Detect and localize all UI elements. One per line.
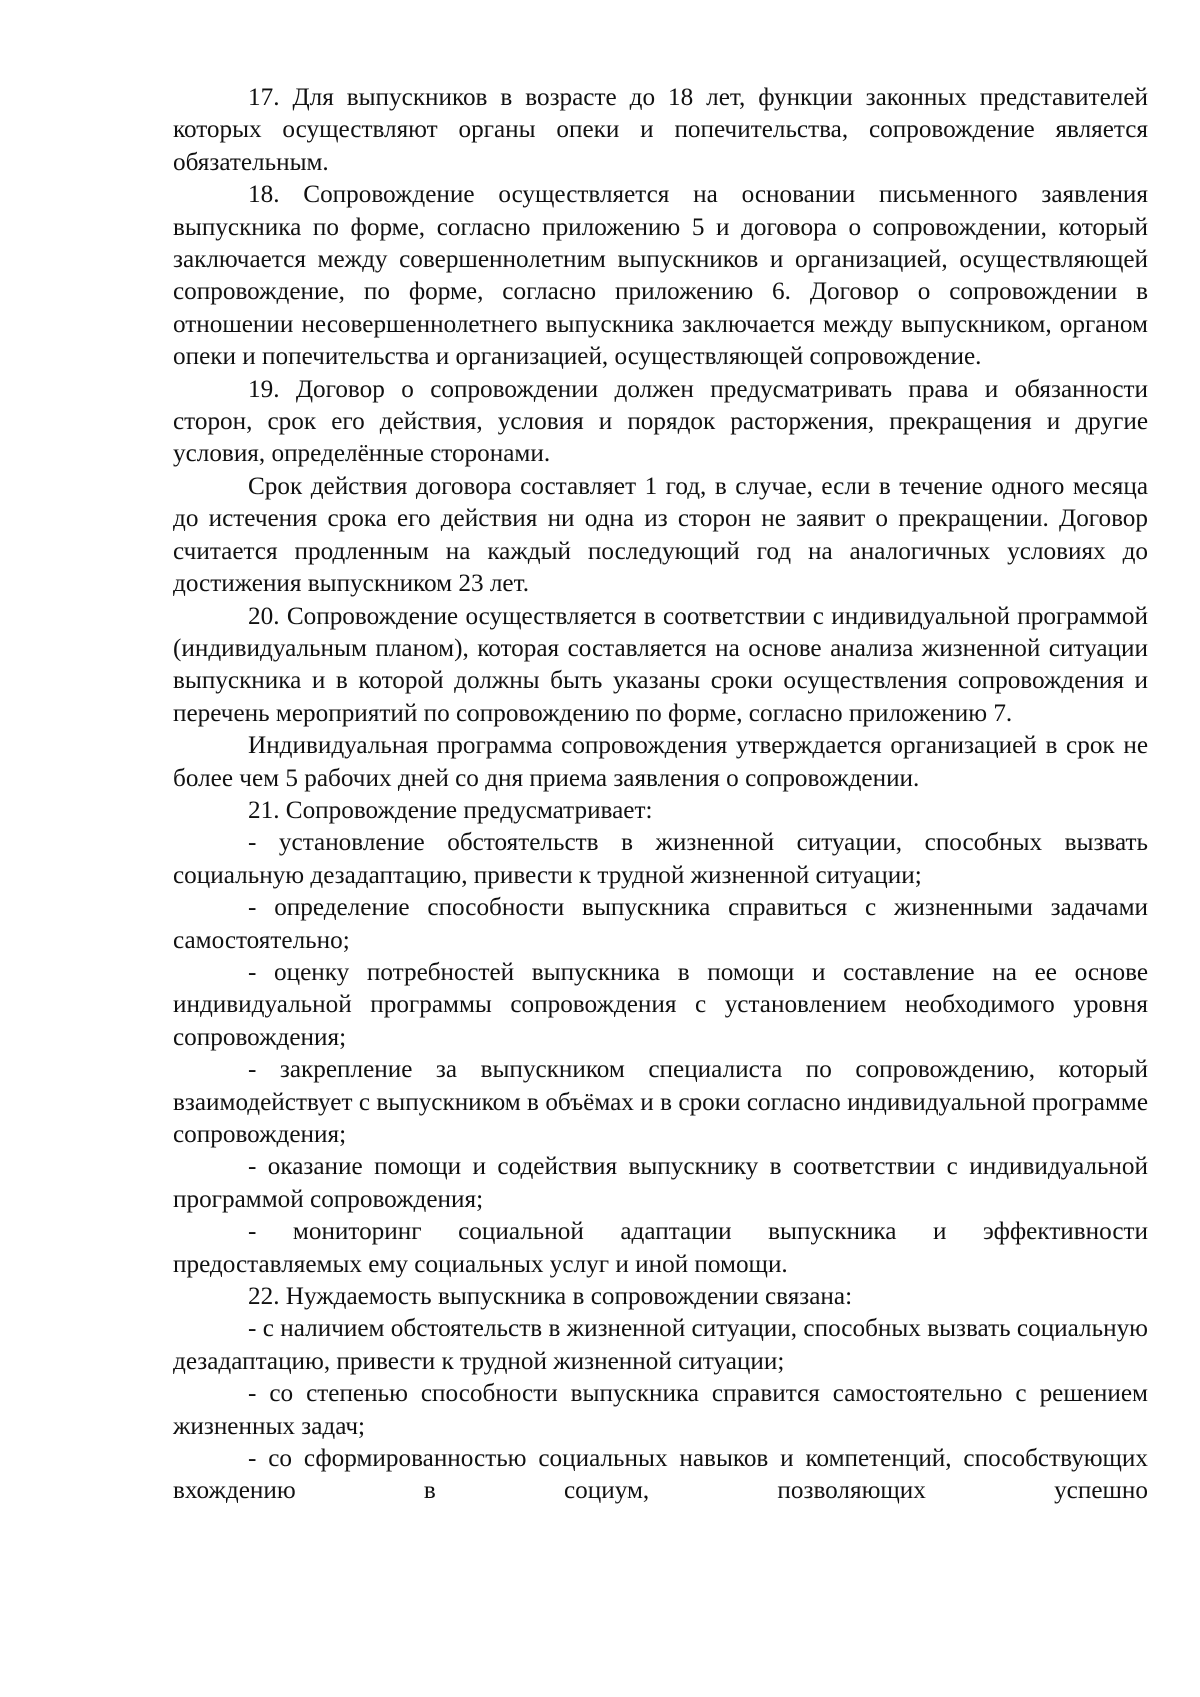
paragraph-20-program: Индивидуальная программа сопровождения утверждается организацией в срок не более чем 5 рабочих дней со дня приема заявления о сопровождении.	[173, 732, 1148, 792]
list-item-21-3: - оценку потребностей выпускника в помощи и составление на ее основе индивидуальной программы сопровождения с установлением необходимого уровня сопровождения;	[173, 958, 1148, 1051]
list-item-21-4: - закрепление за выпускником специалиста по сопровождению, который взаимодействует с выпускником в объёмах и в сроки согласно индивидуальной программе сопровождения;	[173, 1056, 1148, 1148]
list-item-22-2: - со степенью способности выпускника справится самостоятельно с решением жизненных задач;	[173, 1380, 1148, 1440]
paragraph-20: 20. Сопровождение осуществляется в соответствии с индивидуальной программой (индивидуальным планом), которая составляется на основе анализа жизненной ситуации выпускника и в которой должны быть указаны сроки осуществления сопровождения и перечень мероприятий по сопровождению по форме, согласно приложению 7.	[173, 602, 1148, 727]
document-page	[173, 82, 1148, 1508]
paragraph-19: 19. Договор о сопровождении должен предусматривать права и обязанности сторон, срок его действия, условия и порядок расторжения, прекращения и другие условия, определённые сторонами.	[173, 375, 1148, 468]
list-item-22-3: - со сформированностью социальных навыков и компетенций, способствующих вхождению в социум, позволяющих успешно	[173, 1445, 1148, 1505]
list-item-21-6: - мониторинг социальной адаптации выпускника и эффективности предоставляемых ему социальных услуг и иной помощи.	[173, 1218, 1148, 1278]
list-item-21-1: - установление обстоятельств в жизненной ситуации, способных вызвать социальную дезадаптацию, привести к трудной жизненной ситуации;	[173, 829, 1148, 889]
paragraph-22: 22. Нуждаемость выпускника в сопровождении связана:	[248, 1283, 853, 1311]
list-item-21-2: - определение способности выпускника справиться с жизненными задачами самостоятельно;	[173, 894, 1148, 954]
list-item-22-1: - с наличием обстоятельств в жизненной ситуации, способных вызвать социальную дезадаптацию, привести к трудной жизненной ситуации;	[173, 1315, 1148, 1375]
paragraph-21: 21. Сопровождение предусматривает:	[248, 796, 653, 824]
list-item-21-5: - оказание помощи и содействия выпускнику в соответствии с индивидуальной программой сопровождения;	[173, 1153, 1148, 1213]
paragraph-19-term: Срок действия договора составляет 1 год, в случае, если в течение одного месяца до истечения срока его действия ни одна из сторон не заявит о прекращении. Договор считается продленным на каждый последующий год на аналогичных условиях до достижения выпускником 23 лет.	[173, 472, 1148, 598]
paragraph-18: 18. Сопровождение осуществляется на основании письменного заявления выпускника по форме, согласно приложению 5 и договора о сопровождении, который заключается между совершеннолетним выпускников и организацией, осуществляющей сопровождение, по форме, согласно приложению 6. Договор о сопровождении в отношении несовершеннолетнего выпускника заключается между выпускником, органом опеки и попечительства и организацией, осуществляющей сопровождение.	[173, 181, 1148, 371]
paragraph-17: 17. Для выпускников в возрасте до 18 лет, функции законных представителей которых осуществляют органы опеки и попечительства, сопровождение является обязательным.	[173, 84, 1148, 176]
